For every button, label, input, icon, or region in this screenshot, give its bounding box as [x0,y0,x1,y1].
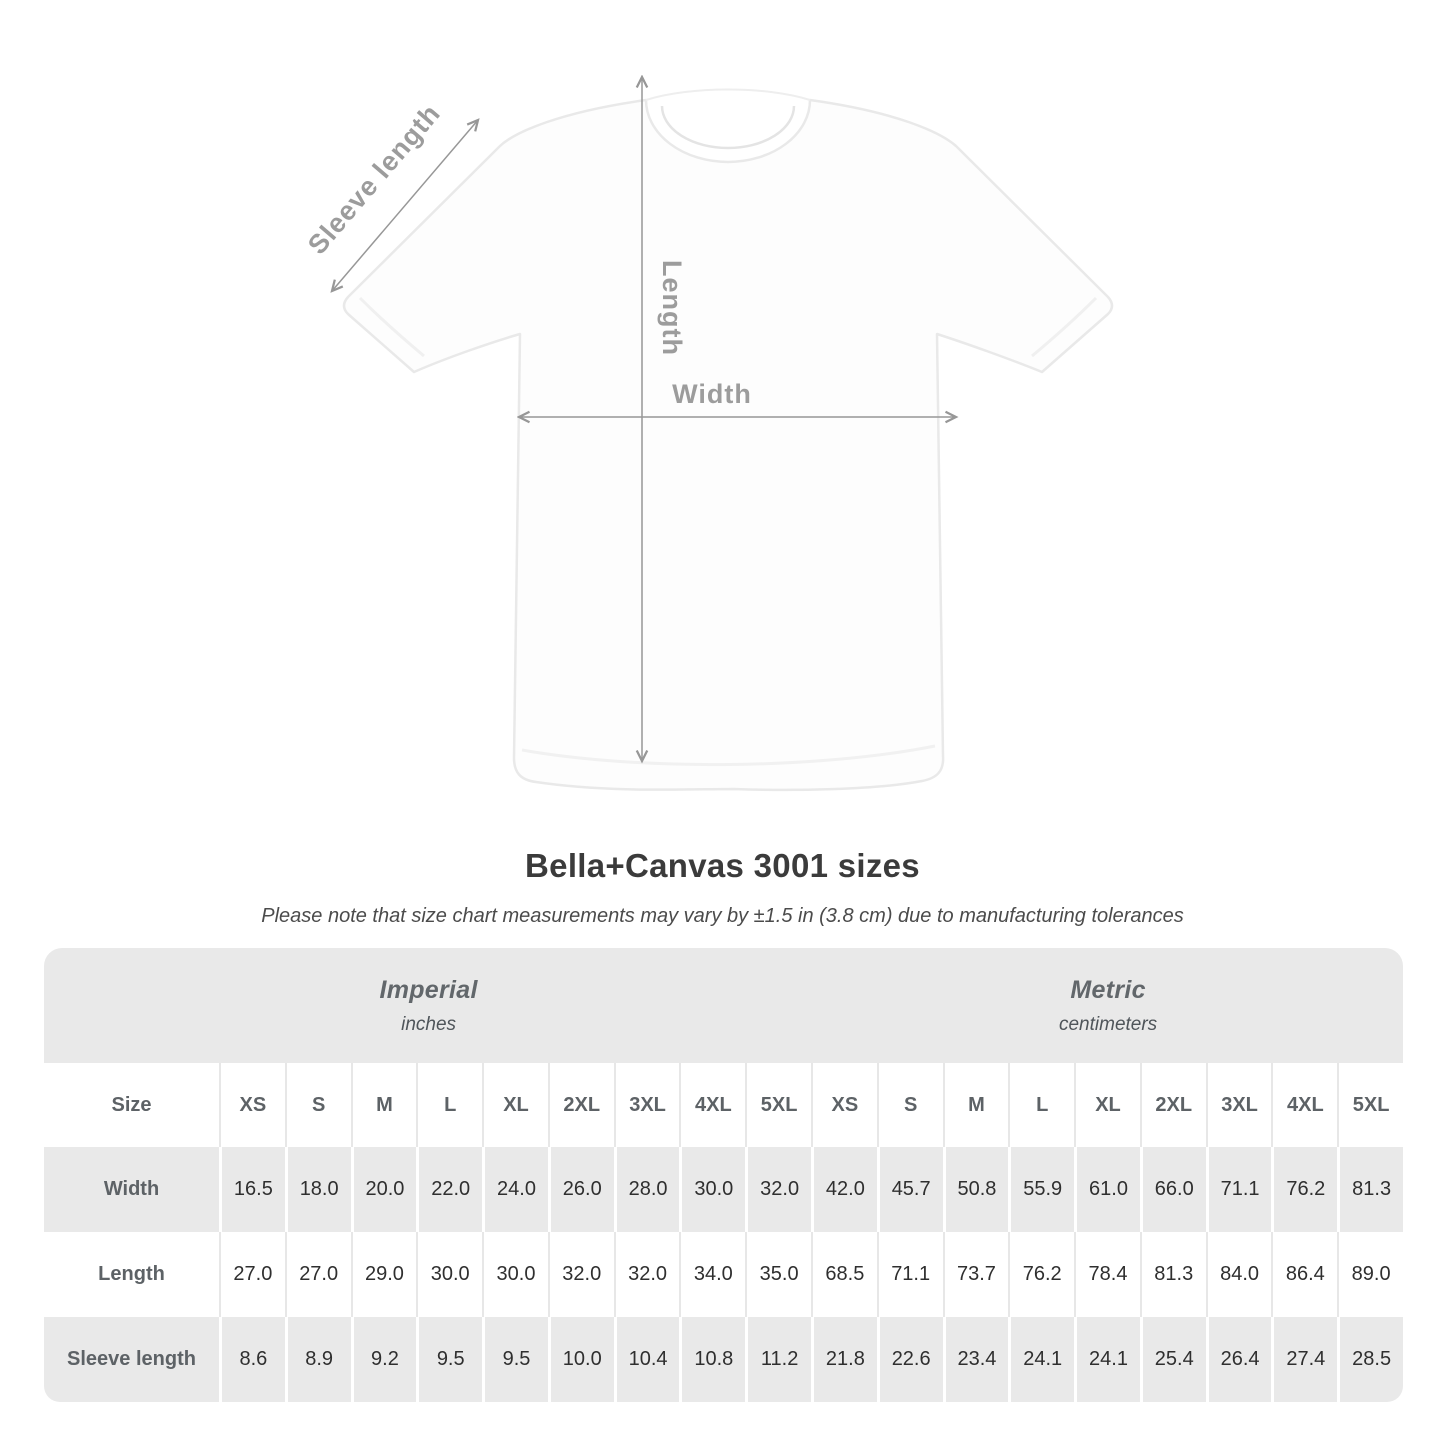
size-header-metric-s: S [877,1063,943,1147]
size-header-metric-5xl: 5XL [1337,1063,1403,1147]
cell-sleeve-length-imperial-xs: 8.6 [219,1317,285,1402]
size-header-imperial-xs: XS [219,1063,285,1147]
cell-length-metric-s: 71.1 [877,1232,943,1317]
row-label-width: Width [44,1147,219,1232]
cell-length-metric-l: 76.2 [1008,1232,1074,1317]
size-column-header: Size [111,1093,152,1116]
size-header-imperial-3xl: 3XL [614,1063,680,1147]
cell-length-metric-2xl: 81.3 [1140,1232,1206,1317]
cell-width-imperial-5xl: 32.0 [745,1147,811,1232]
cell-sleeve-length-imperial-3xl: 10.4 [614,1317,680,1402]
metric-group-title: Metric [1070,975,1146,1004]
cell-width-imperial-3xl: 28.0 [614,1147,680,1232]
size-header-imperial-s: S [285,1063,351,1147]
cell-width-imperial-2xl: 26.0 [548,1147,614,1232]
cell-width-imperial-4xl: 30.0 [679,1147,745,1232]
cell-width-metric-xl: 61.0 [1074,1147,1140,1232]
cell-sleeve-length-imperial-5xl: 11.2 [745,1317,811,1402]
cell-length-imperial-xs: 27.0 [219,1232,285,1317]
cell-length-metric-xl: 78.4 [1074,1232,1140,1317]
cell-width-imperial-s: 18.0 [285,1147,351,1232]
page-title: Bella+Canvas 3001 sizes [525,847,920,884]
width-label: Width [672,379,752,409]
size-header-metric-xs: XS [811,1063,877,1147]
cell-length-metric-4xl: 86.4 [1271,1232,1337,1317]
size-header-imperial-5xl: 5XL [745,1063,811,1147]
size-header-imperial-2xl: 2XL [548,1063,614,1147]
cell-length-imperial-3xl: 32.0 [614,1232,680,1317]
cell-length-imperial-2xl: 32.0 [548,1232,614,1317]
cell-sleeve-length-metric-l: 24.1 [1008,1317,1074,1402]
cell-length-imperial-s: 27.0 [285,1232,351,1317]
cell-length-imperial-4xl: 34.0 [679,1232,745,1317]
cell-length-imperial-l: 30.0 [416,1232,482,1317]
cell-sleeve-length-metric-2xl: 25.4 [1140,1317,1206,1402]
sleeve-length-label: Sleeve length [302,98,447,261]
size-header-imperial-m: M [351,1063,417,1147]
cell-width-imperial-m: 20.0 [351,1147,417,1232]
cell-sleeve-length-imperial-4xl: 10.8 [679,1317,745,1402]
collar-back-seam [646,90,810,101]
cell-length-imperial-5xl: 35.0 [745,1232,811,1317]
cell-length-metric-5xl: 89.0 [1337,1232,1403,1317]
size-header-metric-m: M [943,1063,1009,1147]
cell-width-metric-2xl: 66.0 [1140,1147,1206,1232]
cell-length-metric-m: 73.7 [943,1232,1009,1317]
cell-sleeve-length-metric-m: 23.4 [943,1317,1009,1402]
size-header-imperial-xl: XL [482,1063,548,1147]
collar-band [662,106,794,148]
cell-length-metric-3xl: 84.0 [1206,1232,1272,1317]
cell-width-imperial-xl: 24.0 [482,1147,548,1232]
cell-sleeve-length-metric-s: 22.6 [877,1317,943,1402]
cell-sleeve-length-metric-xs: 21.8 [811,1317,877,1402]
table-header-band [44,948,1403,1063]
cell-width-metric-s: 45.7 [877,1147,943,1232]
size-chart-grid [44,948,1403,1402]
row-label-sleeve-length: Sleeve length [44,1317,219,1402]
cell-sleeve-length-metric-3xl: 26.4 [1206,1317,1272,1402]
imperial-group-header [44,948,813,1063]
cell-sleeve-length-metric-xl: 24.1 [1074,1317,1140,1402]
imperial-group-title: Imperial [379,975,478,1004]
cell-width-metric-4xl: 76.2 [1271,1147,1337,1232]
cell-sleeve-length-imperial-2xl: 10.0 [548,1317,614,1402]
cell-length-metric-xs: 68.5 [811,1232,877,1317]
cell-width-metric-xs: 42.0 [811,1147,877,1232]
cell-width-imperial-l: 22.0 [416,1147,482,1232]
cell-sleeve-length-imperial-s: 8.9 [285,1317,351,1402]
cell-sleeve-length-metric-5xl: 28.5 [1337,1317,1403,1402]
imperial-group-unit: inches [401,1013,457,1035]
cell-width-metric-3xl: 71.1 [1206,1147,1272,1232]
cell-width-metric-m: 50.8 [943,1147,1009,1232]
length-label: Length [657,260,687,356]
size-header-metric-3xl: 3XL [1206,1063,1272,1147]
size-header-imperial-4xl: 4XL [679,1063,745,1147]
cell-length-imperial-xl: 30.0 [482,1232,548,1317]
cell-width-imperial-xs: 16.5 [219,1147,285,1232]
size-header-imperial-l: L [416,1063,482,1147]
cell-length-imperial-m: 29.0 [351,1232,417,1317]
size-header-metric-4xl: 4XL [1271,1063,1337,1147]
cell-sleeve-length-imperial-xl: 9.5 [482,1317,548,1402]
size-header-metric-l: L [1008,1063,1074,1147]
row-label-length: Length [98,1263,165,1285]
cell-width-metric-l: 55.9 [1008,1147,1074,1232]
tolerance-note: Please note that size chart measurements may vary by ±1.5 in (3.8 cm) due to manufacturing tolerances [261,905,1184,927]
cell-width-metric-5xl: 81.3 [1337,1147,1403,1232]
size-header-metric-2xl: 2XL [1140,1063,1206,1147]
metric-group-unit: centimeters [1058,1013,1158,1035]
tshirt-graphic [344,100,1112,790]
metric-group-header [813,948,1403,1063]
size-header-metric-xl: XL [1074,1063,1140,1147]
cell-sleeve-length-metric-4xl: 27.4 [1271,1317,1337,1402]
cell-sleeve-length-imperial-m: 9.2 [351,1317,417,1402]
cell-sleeve-length-imperial-l: 9.5 [416,1317,482,1402]
